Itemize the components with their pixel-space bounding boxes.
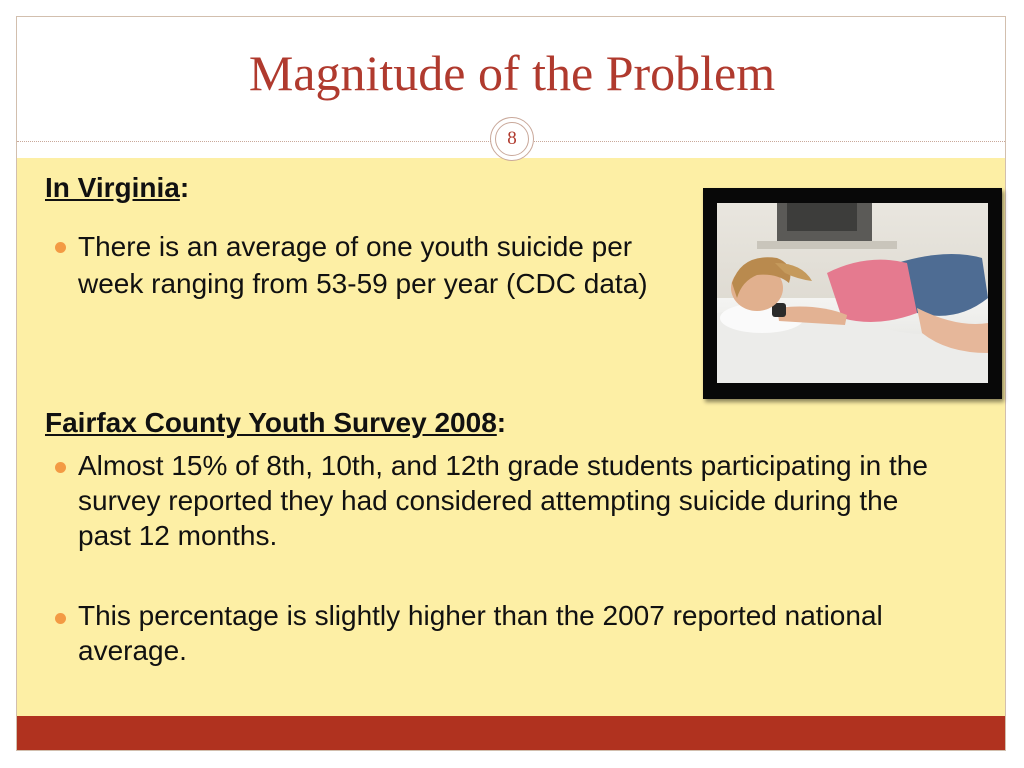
bullet-dot — [55, 462, 66, 473]
slide-number-badge — [490, 117, 534, 161]
heading-colon: : — [496, 407, 507, 438]
slide-title: Magnitude of the Problem — [248, 45, 776, 101]
bullet-dot — [55, 242, 66, 253]
bullet-item-fairfax-stat: Almost 15% of 8th, 10th, and 12th grade students participating in the survey reported they had considered attempting suicide during the past 12 months. — [78, 450, 928, 551]
section-heading-virginia — [45, 172, 189, 204]
bullet-dot — [55, 613, 66, 624]
photo-girl-lying-on-bed — [717, 203, 988, 383]
photo-frame — [703, 188, 1002, 399]
heading-colon: : — [179, 172, 190, 203]
bullet-item-virginia-stat: There is an average of one youth suicide per week ranging from 53-59 per year (CDC data) — [78, 231, 648, 299]
section-heading-fairfax — [45, 407, 506, 439]
bullet-item-national-comparison: This percentage is slightly higher than the 2007 reported national average. — [78, 600, 883, 666]
photo-illustration — [717, 203, 988, 383]
bottom-accent-bar — [17, 716, 1005, 750]
heading-text: Fairfax County Youth Survey 2008 — [45, 407, 497, 438]
slide-number: 8 — [495, 122, 529, 156]
heading-text: In Virginia — [45, 172, 180, 203]
